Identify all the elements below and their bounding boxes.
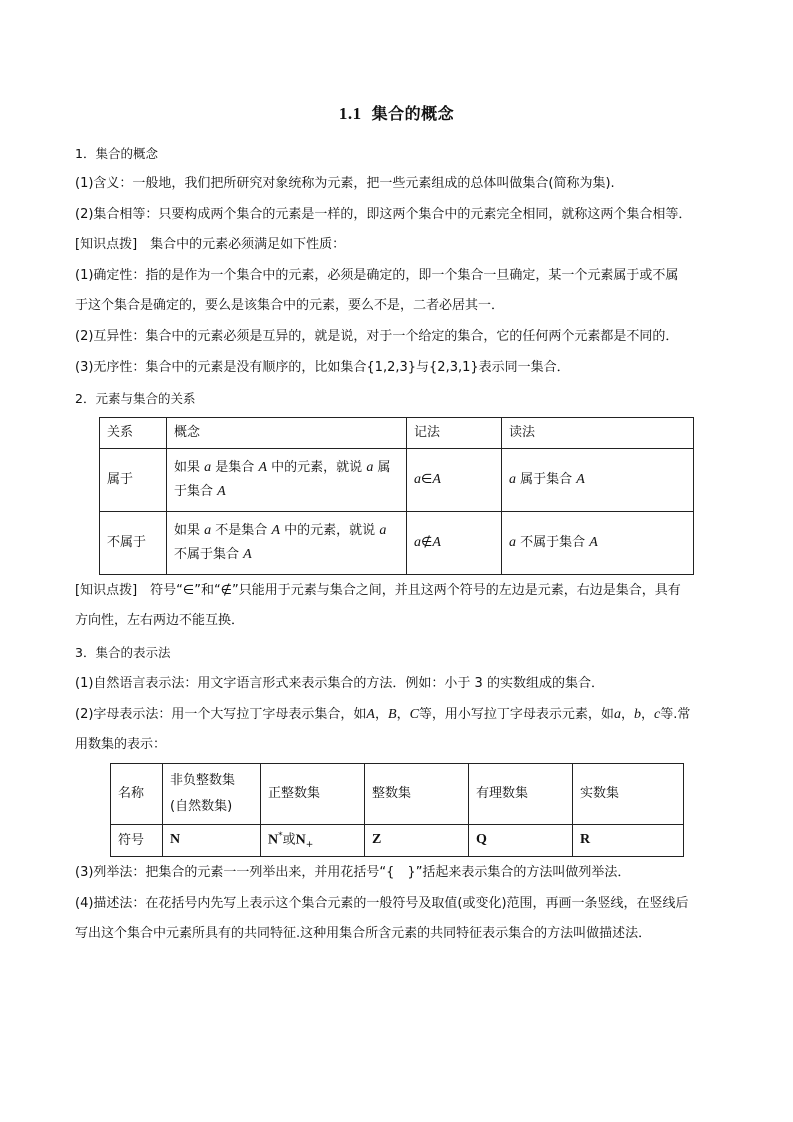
header-cell: 读法 <box>502 418 694 449</box>
header-cell: 概念 <box>167 418 407 449</box>
table-row-names <box>111 764 684 825</box>
s1-tip: [知识点拨] 集合中的元素必须满足如下性质： <box>75 237 346 252</box>
row-label-name: 名称 <box>111 764 163 825</box>
symbol-cell-positive-integers: N*或$N_+$ <box>261 825 365 857</box>
s3-paragraph-3: (3)列举法：把集合的元素一一列举出来，并用花括号“{ }”括起来表示集合的方法叫做列举法． <box>75 865 631 880</box>
symbol-cell-natural: N <box>163 825 261 857</box>
s3-paragraph-2b: 用数集的表示： <box>75 737 167 752</box>
element-set-relation-table <box>99 417 694 575</box>
title-text: 集合的概念 <box>371 104 455 123</box>
header-cell: 关系 <box>100 418 167 449</box>
row-label-symbol: 符号 <box>111 825 163 857</box>
table-row-symbols <box>111 825 684 857</box>
table-row <box>100 512 694 575</box>
s1-paragraph-3a: (1)确定性：指的是作为一个集合中的元素，必须是确定的，即一个集合一旦确定，某一个元素属于或不属 <box>75 268 679 283</box>
section-number: 1.1 <box>338 104 362 123</box>
s3-paragraph-4b: 写出这个集合中元素所具有的共同特征.这种用集合所含元素的共同特征表示集合的方法叫做描述法． <box>75 926 652 941</box>
section-3-heading: 3．集合的表示法 <box>75 645 171 660</box>
s3-paragraph-4a: (4)描述法：在花括号内先写上表示这个集合元素的一般符号及取值(或变化)范围，再画一条竖线，在竖线后 <box>75 896 689 911</box>
relation-cell: 不属于 <box>100 512 167 575</box>
notation-cell: a∈A <box>407 449 502 512</box>
s1-paragraph-5: (3)无序性：集合中的元素是没有顺序的，比如集合{1,2,3}与{2,3,1}表示同一集合． <box>75 360 570 375</box>
table-header-row <box>100 418 694 449</box>
symbol-cell-integers: Z <box>365 825 469 857</box>
symbol-cell-reals: R <box>573 825 684 857</box>
name-cell-positive-integers: 正整数集 <box>261 764 365 825</box>
concept-cell: 如果 a 不是集合 A 中的元素，就说 a 不属于集合 A <box>167 512 407 575</box>
s3-paragraph-1: (1)自然语言表示法：用文字语言形式来表示集合的方法．例如：小于 3 的实数组成的集合． <box>75 676 604 691</box>
s2-tip-line-2: 方向性，左右两边不能互换． <box>75 613 245 628</box>
s2-tip-line-1: [知识点拨] 符号“∈”和“∉”只能用于元素与集合之间，并且这两个符号的左边是元素，右边是集合，具有 <box>75 583 681 598</box>
header-cell: 记法 <box>407 418 502 449</box>
s1-paragraph-4: (2)互异性：集合中的元素必须是互异的，就是说，对于一个给定的集合，它的任何两个元素都是不同的． <box>75 329 679 344</box>
relation-cell: 属于 <box>100 449 167 512</box>
symbol-cell-rationals: Q <box>469 825 573 857</box>
name-cell-reals: 实数集 <box>573 764 684 825</box>
section-2-heading: 2．元素与集合的关系 <box>75 391 196 406</box>
s1-paragraph-3b: 于这个集合是确定的，要么是该集合中的元素，要么不是，二者必居其一． <box>75 298 505 313</box>
name-cell-integers: 整数集 <box>365 764 469 825</box>
s3-paragraph-2: (2)字母表示法：用一个大写拉丁字母表示集合，如A，B，C等，用小写拉丁字母表示元素，如a，b，c等.常 <box>75 707 691 722</box>
s1-paragraph-2: (2)集合相等：只要构成两个集合的元素是一样的，即这两个集合中的元素完全相同，就称这两个集合相等． <box>75 207 692 222</box>
page-title <box>0 103 793 126</box>
table-row <box>100 449 694 512</box>
name-cell-natural: 非负整数集 (自然数集) <box>163 764 261 825</box>
reading-cell: a 不属于集合 A <box>502 512 694 575</box>
s1-paragraph-1: (1)含义：一般地，我们把所研究对象统称为元素，把一些元素组成的总体叫做集合(简称为集). <box>75 176 615 191</box>
name-cell-rationals: 有理数集 <box>469 764 573 825</box>
section-1-heading: 1．集合的概念 <box>75 146 158 161</box>
concept-cell: 如果 a 是集合 A 中的元素，就说 a 属 于集合 A <box>167 449 407 512</box>
notation-cell: a∉A <box>407 512 502 575</box>
number-set-table <box>110 763 684 857</box>
reading-cell: a 属于集合 A <box>502 449 694 512</box>
